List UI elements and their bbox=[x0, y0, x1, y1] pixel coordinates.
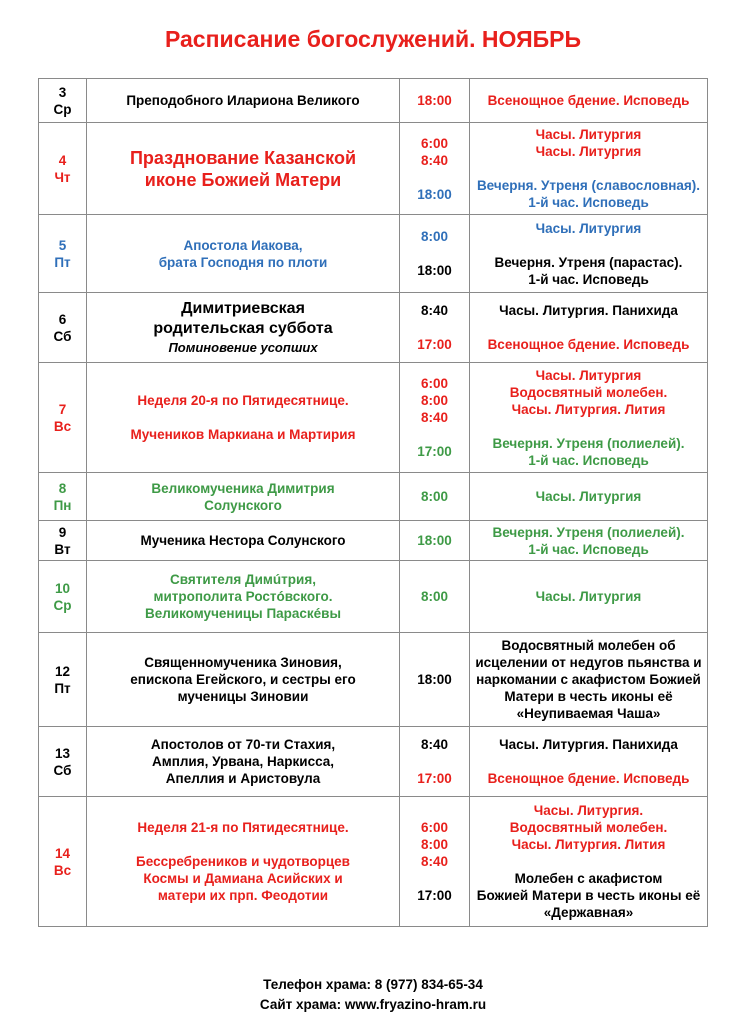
schedule-row bbox=[39, 293, 708, 363]
feast-cell-line: родительская суббота bbox=[153, 320, 333, 337]
service-cell-line: 1-й час. Исповедь bbox=[528, 195, 649, 210]
feast-cell-line: Космы и Дамиана Асийских и bbox=[143, 871, 343, 886]
day-number: 9 bbox=[58, 524, 67, 540]
time-cell-line: 18:00 bbox=[417, 93, 452, 108]
day-number: 10 bbox=[54, 580, 71, 596]
schedule-row bbox=[39, 79, 708, 123]
schedule-row bbox=[39, 521, 708, 561]
service-cell-line: Всенощное бдение. Исповедь bbox=[487, 93, 690, 108]
service-cell-line: Матери в честь иконы её bbox=[504, 689, 673, 704]
date-cell bbox=[39, 293, 87, 363]
day-number: 14 bbox=[54, 845, 71, 861]
service-cell bbox=[470, 521, 708, 561]
feast-cell-line: Священномученика Зиновия, bbox=[144, 655, 342, 670]
feast-cell-line: Димитриевская bbox=[181, 300, 305, 317]
service-cell-line: Всенощное бдение. Исповедь bbox=[487, 771, 690, 786]
day-number: 13 bbox=[54, 745, 71, 761]
service-cell bbox=[470, 363, 708, 473]
time-cell-line: 18:00 bbox=[417, 672, 452, 687]
time-cell-line: 6:00 bbox=[420, 376, 449, 391]
time-cell-line: 8:00 bbox=[420, 589, 449, 604]
service-cell-line: Часы. Литургия. Лития bbox=[511, 401, 666, 417]
weekday: Чт bbox=[54, 169, 71, 185]
time-cell-line: 18:00 bbox=[417, 263, 452, 278]
weekday: Пт bbox=[54, 254, 71, 270]
feast-cell-line: Амплия, Урвана, Наркисса, bbox=[151, 754, 335, 769]
service-cell bbox=[470, 561, 708, 633]
feast-cell-line: Бессребреников и чудотворцев bbox=[136, 854, 350, 869]
service-cell-line: Божией Матери в честь иконы её bbox=[476, 888, 701, 903]
day-number: 7 bbox=[58, 401, 67, 417]
service-cell-line: исцелении от недугов пьянства и bbox=[475, 655, 702, 670]
feast-cell bbox=[87, 215, 400, 293]
date-cell bbox=[39, 215, 87, 293]
feast-cell-line: Великомученицы Параскéвы bbox=[144, 606, 342, 621]
feast-cell bbox=[87, 473, 400, 521]
time-cell-line bbox=[400, 245, 469, 262]
time-cell bbox=[400, 79, 470, 123]
time-cell-line: 8:40 bbox=[420, 410, 449, 425]
weekday: Пн bbox=[53, 497, 72, 513]
service-cell-line: «Державная» bbox=[543, 905, 634, 920]
day-number: 5 bbox=[58, 237, 67, 253]
feast-cell bbox=[87, 123, 400, 215]
time-cell bbox=[400, 363, 470, 473]
feast-cell bbox=[87, 797, 400, 927]
feast-cell-line: Поминовение усопших bbox=[168, 340, 318, 355]
service-cell-line: Часы. Литургия. Лития bbox=[511, 837, 666, 852]
day-number: 8 bbox=[58, 480, 67, 496]
service-cell-line: Вечерня. Утреня (полиелей). bbox=[492, 435, 685, 451]
time-cell bbox=[400, 473, 470, 521]
service-cell bbox=[470, 123, 708, 215]
service-cell-line: Водосвятный молебен. bbox=[509, 820, 668, 835]
service-cell-line: Водосвятный молебен. bbox=[509, 384, 668, 400]
time-cell-line: 17:00 bbox=[417, 444, 452, 459]
footer bbox=[0, 975, 746, 1015]
date-cell bbox=[39, 473, 87, 521]
time-cell-line: 8:40 bbox=[420, 303, 449, 318]
date-cell bbox=[39, 561, 87, 633]
service-cell-line: Часы. Литургия. bbox=[533, 803, 644, 818]
service-cell-line: Часы. Литургия bbox=[535, 127, 642, 142]
service-cell-line bbox=[470, 753, 707, 770]
service-cell-line bbox=[470, 160, 707, 177]
service-cell-line bbox=[470, 418, 707, 435]
service-cell-line: Часы. Литургия bbox=[535, 589, 642, 604]
feast-cell-line: Преподобного Илариона Великого bbox=[126, 93, 360, 108]
feast-cell bbox=[87, 633, 400, 727]
service-cell-line: Вечерня. Утреня (парастас). bbox=[494, 254, 683, 270]
time-cell bbox=[400, 633, 470, 727]
service-cell-line: 1-й час. Исповедь bbox=[528, 452, 649, 468]
service-cell-line bbox=[470, 319, 707, 336]
day-number: 12 bbox=[54, 663, 71, 679]
feast-cell-line: Мученика Нестора Солунского bbox=[140, 533, 346, 548]
service-cell-line: Часы. Литургия bbox=[535, 220, 642, 236]
time-cell bbox=[400, 293, 470, 363]
service-cell bbox=[470, 633, 708, 727]
schedule-row bbox=[39, 363, 708, 473]
time-cell-line: 8:40 bbox=[420, 152, 449, 168]
time-cell bbox=[400, 727, 470, 797]
time-cell-line bbox=[400, 753, 469, 770]
service-cell-line: «Неупиваемая Чаша» bbox=[516, 706, 661, 721]
feast-cell-line bbox=[87, 409, 399, 426]
weekday: Пт bbox=[54, 680, 71, 696]
time-cell-line: 8:00 bbox=[420, 837, 449, 852]
time-cell-line: 8:00 bbox=[420, 489, 449, 504]
time-cell-line: 18:00 bbox=[417, 533, 452, 548]
service-cell bbox=[470, 797, 708, 927]
time-cell-line: 18:00 bbox=[417, 186, 452, 202]
service-cell-line: Молебен с акафистом bbox=[514, 871, 663, 886]
time-cell bbox=[400, 123, 470, 215]
weekday: Сб bbox=[53, 762, 72, 778]
date-cell bbox=[39, 727, 87, 797]
day-number: 4 bbox=[58, 152, 67, 168]
date-cell bbox=[39, 363, 87, 473]
schedule-row bbox=[39, 797, 708, 927]
service-cell-line: наркомании с акафистом Божией bbox=[476, 672, 701, 687]
date-cell bbox=[39, 521, 87, 561]
feast-cell bbox=[87, 293, 400, 363]
time-cell-line: 8:00 bbox=[420, 393, 449, 408]
feast-cell-line: Неделя 21-я по Пятидесятнице. bbox=[137, 820, 349, 835]
service-cell-line: Часы. Литургия. Панихида bbox=[499, 303, 678, 318]
service-cell bbox=[470, 215, 708, 293]
service-cell-line: Вечерня. Утреня (славословная). bbox=[476, 178, 701, 193]
service-cell bbox=[470, 473, 708, 521]
feast-cell bbox=[87, 561, 400, 633]
weekday: Ср bbox=[53, 101, 72, 117]
service-cell-line: 1-й час. Исповедь bbox=[528, 541, 649, 557]
time-cell-line bbox=[400, 319, 469, 336]
schedule-table bbox=[38, 78, 708, 927]
feast-cell bbox=[87, 79, 400, 123]
service-cell-line: Часы. Литургия. Панихида bbox=[499, 737, 678, 752]
time-cell-line: 6:00 bbox=[420, 820, 449, 835]
time-cell-line: 8:40 bbox=[420, 854, 449, 869]
service-cell-line bbox=[470, 237, 707, 254]
feast-cell-line: иконе Божией Матери bbox=[144, 169, 342, 190]
service-cell bbox=[470, 727, 708, 797]
date-cell bbox=[39, 633, 87, 727]
service-cell-line: Часы. Литургия bbox=[535, 144, 642, 159]
feast-cell-line: мученицы Зиновии bbox=[177, 689, 309, 704]
feast-cell-line: епископа Егейского, и сестры его bbox=[130, 672, 356, 687]
feast-cell-line: Мучеников Маркиана и Мартирия bbox=[130, 427, 356, 442]
page-title: Расписание богослужений. НОЯБРЬ bbox=[164, 26, 582, 52]
time-cell bbox=[400, 521, 470, 561]
day-number: 6 bbox=[58, 311, 67, 327]
time-cell bbox=[400, 215, 470, 293]
schedule-row bbox=[39, 561, 708, 633]
service-cell-line: Всенощное бдение. Исповедь bbox=[487, 337, 690, 352]
schedule-row bbox=[39, 473, 708, 521]
feast-cell-line: брата Господня по плоти bbox=[158, 254, 328, 270]
weekday: Сб bbox=[53, 328, 72, 344]
date-cell bbox=[39, 79, 87, 123]
schedule-row bbox=[39, 633, 708, 727]
feast-cell-line: Великомученика Димитрия bbox=[151, 480, 335, 496]
feast-cell-line: Неделя 20-я по Пятидесятнице. bbox=[137, 393, 349, 408]
time-cell-line bbox=[400, 169, 469, 186]
weekday: Ср bbox=[53, 597, 72, 613]
time-cell-line: 17:00 bbox=[417, 888, 452, 903]
time-cell bbox=[400, 561, 470, 633]
schedule-row bbox=[39, 215, 708, 293]
feast-cell-line: митрополита Ростóвского. bbox=[153, 589, 333, 604]
service-cell bbox=[470, 79, 708, 123]
weekday: Вс bbox=[53, 418, 72, 434]
feast-cell-line: Празднование Казанской bbox=[129, 147, 357, 168]
time-cell-line: 17:00 bbox=[417, 337, 452, 352]
date-cell bbox=[39, 123, 87, 215]
weekday: Вс bbox=[53, 862, 72, 878]
feast-cell-line: Апостола Иакова, bbox=[183, 237, 303, 253]
schedule-row bbox=[39, 123, 708, 215]
feast-cell-line: Святителя Димúтрия, bbox=[170, 572, 316, 587]
service-cell bbox=[470, 293, 708, 363]
service-cell-line: 1-й час. Исповедь bbox=[528, 271, 649, 287]
time-cell-line bbox=[400, 426, 469, 443]
feast-cell-line: Апеллия и Аристовула bbox=[165, 771, 321, 786]
time-cell-line bbox=[400, 870, 469, 887]
time-cell-line: 17:00 bbox=[417, 771, 452, 786]
feast-cell bbox=[87, 727, 400, 797]
day-number: 3 bbox=[58, 84, 67, 100]
feast-cell-line bbox=[87, 836, 399, 853]
schedule-row bbox=[39, 727, 708, 797]
church-phone: Телефон храма: 8 (977) 834-65-34 bbox=[263, 977, 483, 992]
weekday: Вт bbox=[54, 541, 71, 557]
service-cell-line: Водосвятный молебен об bbox=[501, 638, 676, 653]
service-cell-line: Вечерня. Утреня (полиелей). bbox=[492, 524, 685, 540]
time-cell-line: 8:40 bbox=[420, 737, 449, 752]
feast-cell bbox=[87, 521, 400, 561]
church-website: Сайт храма: www.fryazino-hram.ru bbox=[259, 997, 487, 1012]
service-cell-line: Часы. Литургия bbox=[535, 367, 642, 383]
feast-cell-line: Апостолов от 70-ти Стахия, bbox=[150, 737, 336, 752]
time-cell-line: 6:00 bbox=[420, 135, 449, 151]
feast-cell-line: Солунского bbox=[204, 497, 282, 513]
date-cell bbox=[39, 797, 87, 927]
feast-cell bbox=[87, 363, 400, 473]
feast-cell-line: матери их прп. Феодотии bbox=[157, 888, 329, 903]
time-cell-line: 8:00 bbox=[420, 229, 449, 244]
service-cell-line: Часы. Литургия bbox=[535, 489, 642, 504]
service-cell-line bbox=[470, 853, 707, 870]
time-cell bbox=[400, 797, 470, 927]
